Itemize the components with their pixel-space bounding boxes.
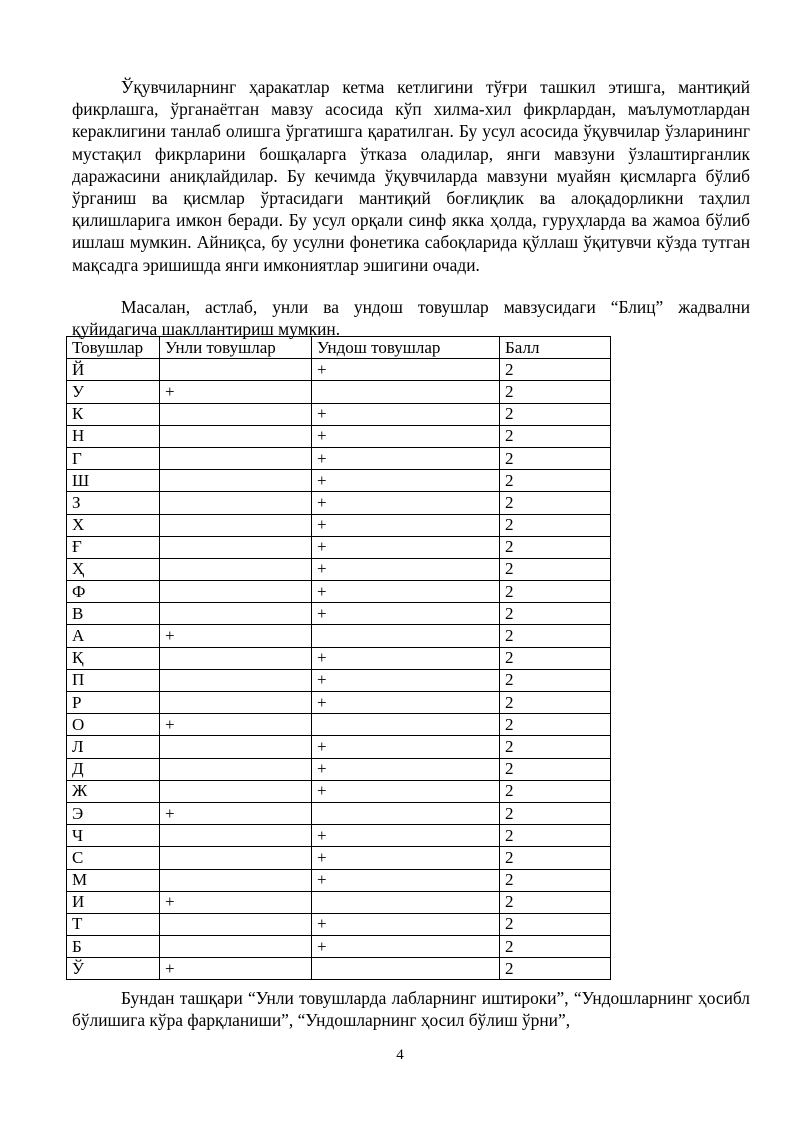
cell-vowel (160, 558, 312, 580)
cell-vowel (160, 581, 312, 603)
cell-score: 2 (500, 758, 611, 780)
cell-vowel (160, 425, 312, 447)
cell-consonant (312, 625, 500, 647)
cell-consonant: + (312, 558, 500, 580)
cell-consonant: + (312, 425, 500, 447)
cell-consonant: + (312, 603, 500, 625)
cell-sound: О (67, 714, 160, 736)
cell-consonant: + (312, 536, 500, 558)
header-score: Балл (500, 337, 611, 359)
cell-consonant: + (312, 780, 500, 802)
cell-consonant: + (312, 447, 500, 469)
cell-vowel (160, 359, 312, 381)
cell-score: 2 (500, 359, 611, 381)
table-row (67, 958, 611, 980)
cell-sound: К (67, 403, 160, 425)
cell-score: 2 (500, 891, 611, 913)
header-consonants: Ундош товушлар (312, 337, 500, 359)
cell-score: 2 (500, 847, 611, 869)
cell-score: 2 (500, 470, 611, 492)
table-row (67, 359, 611, 381)
cell-consonant: + (312, 736, 500, 758)
cell-sound: А (67, 625, 160, 647)
cell-score: 2 (500, 669, 611, 691)
cell-vowel (160, 913, 312, 935)
cell-consonant (312, 381, 500, 403)
cell-consonant: + (312, 913, 500, 935)
table-row (67, 603, 611, 625)
table-row (67, 514, 611, 536)
cell-score: 2 (500, 780, 611, 802)
cell-sound: Д (67, 758, 160, 780)
cell-score: 2 (500, 558, 611, 580)
table-row (67, 403, 611, 425)
cell-vowel (160, 514, 312, 536)
table-row (67, 447, 611, 469)
cell-sound: Л (67, 736, 160, 758)
cell-vowel (160, 936, 312, 958)
cell-consonant: + (312, 403, 500, 425)
cell-vowel (160, 470, 312, 492)
cell-consonant: + (312, 470, 500, 492)
cell-consonant: + (312, 359, 500, 381)
table-row (67, 780, 611, 802)
cell-sound: Ч (67, 825, 160, 847)
cell-sound: Ж (67, 780, 160, 802)
cell-vowel (160, 403, 312, 425)
cell-vowel (160, 492, 312, 514)
cell-consonant: + (312, 514, 500, 536)
cell-score: 2 (500, 958, 611, 980)
cell-sound: Т (67, 913, 160, 935)
table-row (67, 381, 611, 403)
cell-score: 2 (500, 492, 611, 514)
table-row (67, 825, 611, 847)
cell-vowel: + (160, 714, 312, 736)
cell-consonant (312, 802, 500, 824)
cell-sound: Ш (67, 470, 160, 492)
cell-score: 2 (500, 736, 611, 758)
cell-consonant: + (312, 492, 500, 514)
table-row (67, 647, 611, 669)
cell-consonant: + (312, 869, 500, 891)
cell-consonant: + (312, 936, 500, 958)
cell-sound: И (67, 891, 160, 913)
cell-sound: С (67, 847, 160, 869)
cell-score: 2 (500, 536, 611, 558)
cell-vowel: + (160, 381, 312, 403)
header-sounds: Товушлар (67, 337, 160, 359)
header-vowels: Унли товушлар (160, 337, 312, 359)
cell-score: 2 (500, 603, 611, 625)
table-row (67, 869, 611, 891)
cell-sound: М (67, 869, 160, 891)
paragraph-example: Масалан, астлаб, унли ва ундош товушлар мавзусидаги “Блиц” жадвални қуйидагича шакллантириш мумкин. (72, 297, 750, 340)
table-row (67, 492, 611, 514)
cell-score: 2 (500, 714, 611, 736)
table-row (67, 936, 611, 958)
cell-vowel (160, 647, 312, 669)
cell-score: 2 (500, 913, 611, 935)
cell-score: 2 (500, 869, 611, 891)
cell-vowel (160, 669, 312, 691)
cell-score: 2 (500, 936, 611, 958)
cell-sound: П (67, 669, 160, 691)
cell-vowel (160, 736, 312, 758)
table-row (67, 425, 611, 447)
cell-consonant: + (312, 581, 500, 603)
page-number: 4 (396, 1047, 404, 1063)
cell-vowel (160, 536, 312, 558)
table-header-row (67, 337, 611, 359)
cell-sound: Г (67, 447, 160, 469)
table-row (67, 669, 611, 691)
cell-score: 2 (500, 625, 611, 647)
cell-consonant: + (312, 647, 500, 669)
paragraph-continuation: Бундан ташқари “Унли товушларда лабларнинг иштироки”, “Ундошларнинг ҳосибл бўлишига кўра фарқланиши”, “Ундошларнинг ҳосил бўлиш ўрни”, (72, 988, 750, 1031)
cell-vowel: + (160, 802, 312, 824)
cell-sound: Ҳ (67, 558, 160, 580)
cell-sound: Б (67, 936, 160, 958)
cell-score: 2 (500, 581, 611, 603)
cell-vowel (160, 692, 312, 714)
cell-sound: Х (67, 514, 160, 536)
cell-vowel: + (160, 625, 312, 647)
cell-consonant (312, 891, 500, 913)
cell-vowel (160, 447, 312, 469)
cell-consonant: + (312, 692, 500, 714)
cell-score: 2 (500, 403, 611, 425)
cell-score: 2 (500, 447, 611, 469)
cell-sound: Н (67, 425, 160, 447)
cell-vowel: + (160, 891, 312, 913)
cell-sound: Ф (67, 581, 160, 603)
cell-consonant (312, 714, 500, 736)
cell-sound: В (67, 603, 160, 625)
cell-vowel (160, 758, 312, 780)
cell-sound: Ў (67, 958, 160, 980)
paragraph-intro: Ўқувчиларнинг ҳаракатлар кетма кетлигини тўғри ташкил этишга, мантиқий фикрлашга, ўрганаётган мавзу асосида кўп хилма-хил фикрлардан, маълумотлардан кераклигини танлаб олишга ўргатишга қаратилган. Бу усул асосида ўқувчилар ўзларининг мустақил фикрларини бошқаларга ўтказа оладилар, янги мавзуни ўзлаштирганлик даражасини аниқлайдилар. Бу кечимда ўқувчиларда мавзуни муайян қисмларга бўлиб ўрганиш ва қисмлар ўртасидаги мантиқий боғлиқлик ва алоқадорликни таҳлил қилишларига имкон беради. Бу усул орқали синф якка ҳолда, гуруҳларда ва жамоа бўлиб ишлаш мумкин. Айниқса, бу усулни фонетика сабоқларида қўллаш ўқитувчи кўзда тутган мақсадга эришишда янги имкониятлар эшигини очади. (72, 77, 750, 275)
cell-score: 2 (500, 381, 611, 403)
cell-consonant: + (312, 825, 500, 847)
cell-sound: Э (67, 802, 160, 824)
cell-vowel (160, 869, 312, 891)
table-row (67, 536, 611, 558)
cell-score: 2 (500, 825, 611, 847)
cell-sound: У (67, 381, 160, 403)
cell-consonant: + (312, 758, 500, 780)
table-row (67, 714, 611, 736)
cell-consonant: + (312, 847, 500, 869)
table-row (67, 736, 611, 758)
cell-consonant (312, 958, 500, 980)
cell-sound: Р (67, 692, 160, 714)
table-row (67, 470, 611, 492)
cell-score: 2 (500, 425, 611, 447)
cell-sound: Қ (67, 647, 160, 669)
table-row (67, 758, 611, 780)
cell-vowel (160, 847, 312, 869)
cell-vowel (160, 603, 312, 625)
table-row (67, 581, 611, 603)
cell-score: 2 (500, 802, 611, 824)
table-row (67, 802, 611, 824)
table-row (67, 891, 611, 913)
table-row (67, 692, 611, 714)
cell-consonant: + (312, 669, 500, 691)
cell-sound: Ғ (67, 536, 160, 558)
table-row (67, 558, 611, 580)
table-body (67, 359, 611, 980)
cell-score: 2 (500, 692, 611, 714)
cell-sound: З (67, 492, 160, 514)
cell-vowel (160, 825, 312, 847)
cell-score: 2 (500, 514, 611, 536)
cell-vowel: + (160, 958, 312, 980)
table-row (67, 847, 611, 869)
cell-score: 2 (500, 647, 611, 669)
cell-sound: Й (67, 359, 160, 381)
table-row (67, 625, 611, 647)
blitz-table (66, 336, 611, 980)
table-row (67, 913, 611, 935)
cell-vowel (160, 780, 312, 802)
